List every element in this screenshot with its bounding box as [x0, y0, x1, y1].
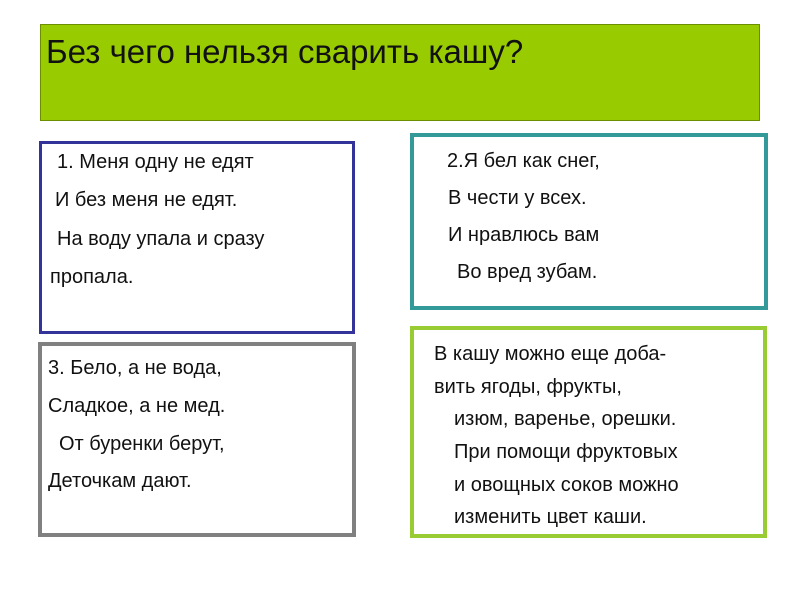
riddle-3-line-4: Деточкам дают.	[48, 470, 192, 492]
riddle-2-line-1: 2.Я бел как снег,	[447, 150, 600, 172]
tip-line-3: изюм, варенье, орешки.	[454, 408, 677, 430]
riddle-box-2	[410, 133, 768, 310]
riddle-2-line-3: И нравлюсь вам	[448, 224, 600, 246]
tip-line-6: изменить цвет каши.	[454, 506, 647, 528]
tip-line-2: вить ягоды, фрукты,	[434, 376, 622, 398]
riddle-1-line-2: И без меня не едят.	[55, 189, 238, 211]
tip-line-5: и овощных соков можно	[454, 474, 679, 496]
riddle-box-3	[38, 342, 356, 537]
riddle-2-line-2: В чести у всех.	[448, 187, 587, 209]
slide-title: Без чего нельзя сварить кашу?	[46, 33, 524, 70]
riddle-3-line-1: 3. Бело, а не вода,	[48, 357, 222, 379]
porridge-tip-box	[410, 326, 767, 538]
riddle-3-line-2: Сладкое, а не мед.	[48, 395, 226, 417]
riddle-1-line-4: пропала.	[50, 266, 134, 288]
tip-line-4: При помощи фруктовых	[454, 441, 678, 463]
riddle-1-line-3: На воду упала и сразу	[57, 228, 265, 250]
riddle-1-line-1: 1. Меня одну не едят	[57, 151, 254, 173]
riddle-3-line-3: От буренки берут,	[59, 433, 225, 455]
riddle-2-line-4: Во вред зубам.	[457, 261, 598, 283]
tip-line-1: В кашу можно еще доба-	[434, 343, 667, 365]
riddle-box-1	[39, 141, 355, 334]
